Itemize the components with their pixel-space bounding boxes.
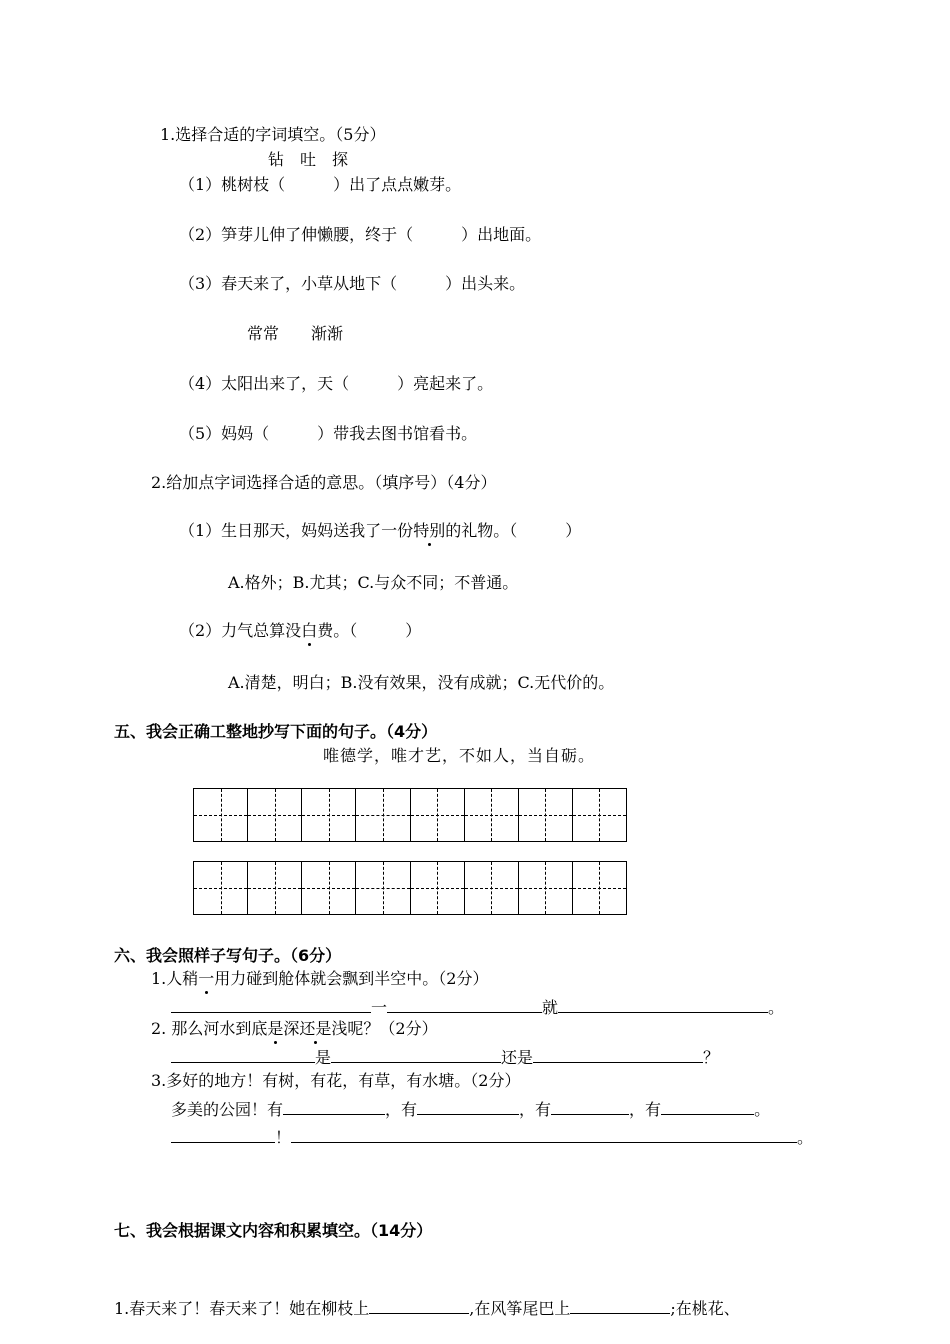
q1-title: 1.选择合适的字词填空。（5分） — [160, 125, 386, 144]
sec6-ex1-end: 。 — [768, 998, 785, 1017]
section-5-title: 五、我会正确工整地抄写下面的句子。（4分） — [114, 722, 438, 741]
answer-blank[interactable] — [283, 1098, 385, 1115]
sec7-item-1-text-b: ,在风筝尾巴上 — [469, 1299, 571, 1318]
sec7-item-1-text-c: ;在桃花、 — [670, 1299, 740, 1318]
grid-cell — [248, 862, 302, 914]
answer-blank[interactable] — [551, 1098, 629, 1115]
q1-word-bank-b: 常常 渐渐 — [247, 324, 344, 343]
grid-cell — [573, 862, 626, 914]
sec6-ex3-sep: ，有 — [519, 1100, 552, 1119]
q1-item-2: （2）笋芽儿伸了伸懒腰，终于（ ）出地面。 — [179, 225, 542, 244]
answer-blank[interactable] — [558, 996, 768, 1013]
section-7-title: 七、我会根据课文内容和积累填空。（14分） — [114, 1221, 433, 1240]
grid-cell — [356, 862, 410, 914]
answer-blank[interactable] — [291, 1126, 797, 1143]
sec6-ex1-text-b: 用力碰到舱体就会飘到半空中。（2分） — [214, 969, 489, 988]
sec6-example-3: 3.多好的地方！有树，有花，有草，有水塘。（2分） — [151, 1071, 521, 1090]
sec6-ex2-text-a: 2. 那么河水到底 — [151, 1019, 268, 1038]
q2-item-2-options: A.清楚，明白；B.没有效果，没有成就；C.无代价的。 — [228, 673, 615, 692]
grid-cell — [465, 789, 519, 841]
sec6-answer-4 — [171, 1126, 813, 1148]
sec6-answer-3 — [171, 1098, 770, 1120]
sec6-ex2-word-1: 是 — [315, 1048, 332, 1067]
q2-item-1-text-a: （1）生日那天，妈妈送我了一份 — [179, 521, 414, 540]
grid-cell — [519, 789, 573, 841]
q2-item-1-text-b: 的礼物。（ ） — [445, 521, 582, 540]
q1-item-4: （4）太阳出来了，天（ ）亮起来了。 — [179, 374, 494, 393]
dotted-word: 一 — [198, 969, 215, 988]
sec6-ex2-word-2: 还是 — [501, 1048, 534, 1067]
writing-grid-row-1[interactable] — [193, 788, 627, 842]
sec6-ex1-word-2: 就 — [542, 998, 559, 1017]
answer-blank[interactable] — [533, 1046, 703, 1063]
q1-item-5: （5）妈妈（ ）带我去图书馆看书。 — [179, 424, 478, 443]
sec7-item-1-text-a: 1.春天来了！春天来了！她在柳枝上 — [114, 1299, 370, 1318]
sec6-ex2-end: ？ — [703, 1048, 720, 1067]
dotted-word: 特别 — [413, 521, 446, 540]
grid-cell — [194, 862, 248, 914]
answer-blank[interactable] — [570, 1297, 670, 1314]
sec6-ex3-exclaim: ！ — [275, 1128, 292, 1147]
sec6-ex2-text-b: 浅呢？（2分） — [331, 1019, 438, 1038]
sec6-ex3-start: 多美的公园！有 — [171, 1100, 284, 1119]
section-6-title: 六、我会照样子写句子。（6分） — [114, 946, 342, 965]
grid-cell — [302, 789, 356, 841]
answer-blank[interactable] — [171, 996, 371, 1013]
q1-item-1: （1）桃树枝（ ）出了点点嫩芽。 — [179, 175, 462, 194]
grid-cell — [411, 862, 465, 914]
answer-blank[interactable] — [331, 1046, 501, 1063]
grid-cell — [356, 789, 410, 841]
sec6-ex3-sep: ，有 — [385, 1100, 418, 1119]
answer-blank[interactable] — [171, 1126, 275, 1143]
q2-title: 2.给加点字词选择合适的意思。（填序号）（4分） — [151, 473, 497, 492]
sec6-answer-1 — [171, 996, 784, 1018]
sec6-ex1-text-a: 1.人稍 — [151, 969, 199, 988]
grid-cell — [194, 789, 248, 841]
q1-word-bank-a: 钻 吐 探 — [268, 150, 349, 169]
q2-item-2 — [179, 621, 421, 641]
q2-item-2-text-a: （2）力气总算没 — [179, 621, 302, 640]
copy-sentence: 唯德学，唯才艺，不如人，当自砺。 — [323, 746, 596, 765]
sec6-ex3-end: 。 — [797, 1128, 814, 1147]
q1-item-3: （3）春天来了，小草从地下（ ）出头来。 — [179, 274, 526, 293]
answer-blank[interactable] — [661, 1098, 754, 1115]
dotted-word: 还是 — [299, 1019, 332, 1038]
sec6-ex1-word-1: 一 — [371, 998, 388, 1017]
grid-cell — [465, 862, 519, 914]
sec6-example-1 — [151, 969, 488, 989]
sec6-answer-2 — [171, 1046, 719, 1068]
grid-cell — [411, 789, 465, 841]
q2-item-1 — [179, 521, 581, 541]
dotted-word: 是 — [267, 1019, 284, 1038]
sec7-item-1 — [114, 1297, 740, 1319]
answer-blank[interactable] — [369, 1297, 469, 1314]
answer-blank[interactable] — [417, 1098, 519, 1115]
writing-grid-row-2[interactable] — [193, 861, 627, 915]
q2-item-2-text-b: 费。（ ） — [317, 621, 422, 640]
sec6-ex2-mid: 深 — [283, 1019, 300, 1038]
q2-item-1-options: A.格外；B.尤其；C.与众不同；不普通。 — [228, 573, 519, 592]
sec6-ex3-sep: ，有 — [629, 1100, 662, 1119]
dotted-word: 白 — [301, 621, 318, 640]
answer-blank[interactable] — [387, 996, 542, 1013]
sec6-example-2 — [151, 1019, 438, 1039]
sec6-ex3-end: 。 — [754, 1100, 771, 1119]
grid-cell — [519, 862, 573, 914]
grid-cell — [302, 862, 356, 914]
grid-cell — [248, 789, 302, 841]
answer-blank[interactable] — [171, 1046, 315, 1063]
grid-cell — [573, 789, 626, 841]
